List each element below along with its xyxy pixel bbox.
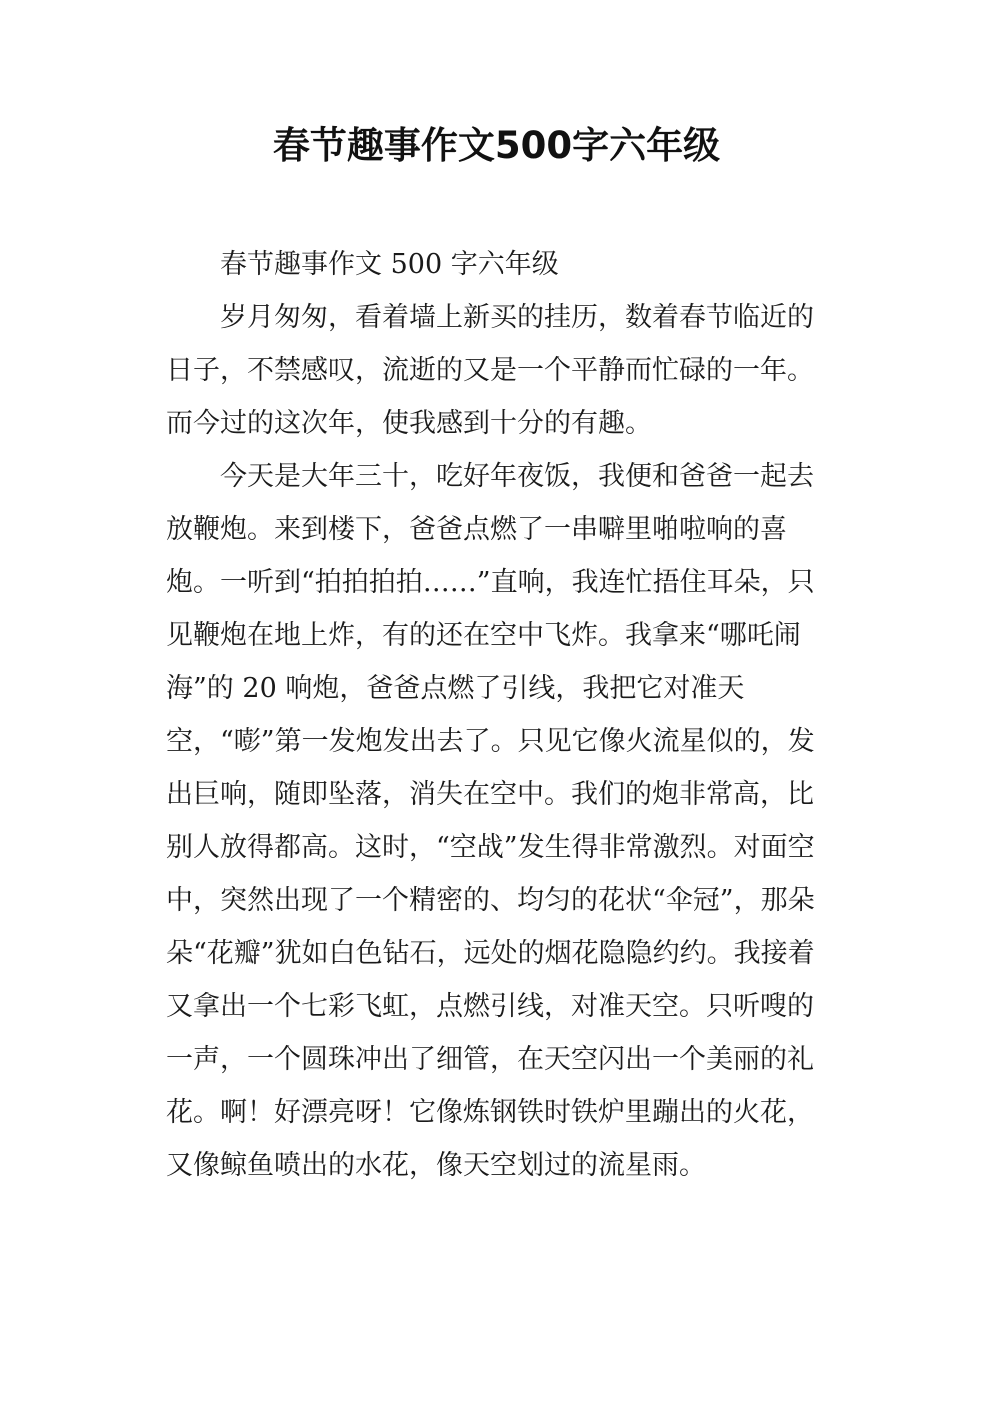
document-title: 春节趣事作文500字六年级: [272, 124, 721, 167]
paragraph-intro: 岁月匆匆，看着墙上新买的挂历，数着春节临近的日子，不禁感叹，流逝的又是一个平静而忙碌的一年。而今过的这次年，使我感到十分的有趣。: [166, 302, 814, 439]
subtitle-paragraph: 春节趣事作文 500 字六年级: [220, 249, 559, 280]
document-body: [166, 238, 836, 1192]
paragraph-fireworks: 今天是大年三十，吃好年夜饭，我便和爸爸一起去放鞭炮。来到楼下，爸爸点燃了一串噼里啪啦响的喜炮。一听到“拍拍拍拍……”直响，我连忙捂住耳朵，只见鞭炮在地上炸，有的还在空中飞炸。我拿来“哪吒闹海”的 20 响炮，爸爸点燃了引线，我把它对准天空，“嘭”第一发炮发出去了。只见它像火流星似的，发出巨响，随即坠落，消失在空中。我们的炮非常高，比别人放得都高。这时，“空战”发生得非常激烈。对面空中，突然出现了一个精密的、均匀的花状“伞冠”，那朵朵“花瓣”犹如白色钻石，远处的烟花隐隐约约。我接着又拿出一个七彩飞虹，点燃引线，对准天空。只听嗖的一声，一个圆珠冲出了细管，在天空闪出一个美丽的礼花。啊！好漂亮呀！它像炼钢铁时铁炉里蹦出的火花，又像鲸鱼喷出的水花，像天空划过的流星雨。: [166, 461, 815, 1181]
